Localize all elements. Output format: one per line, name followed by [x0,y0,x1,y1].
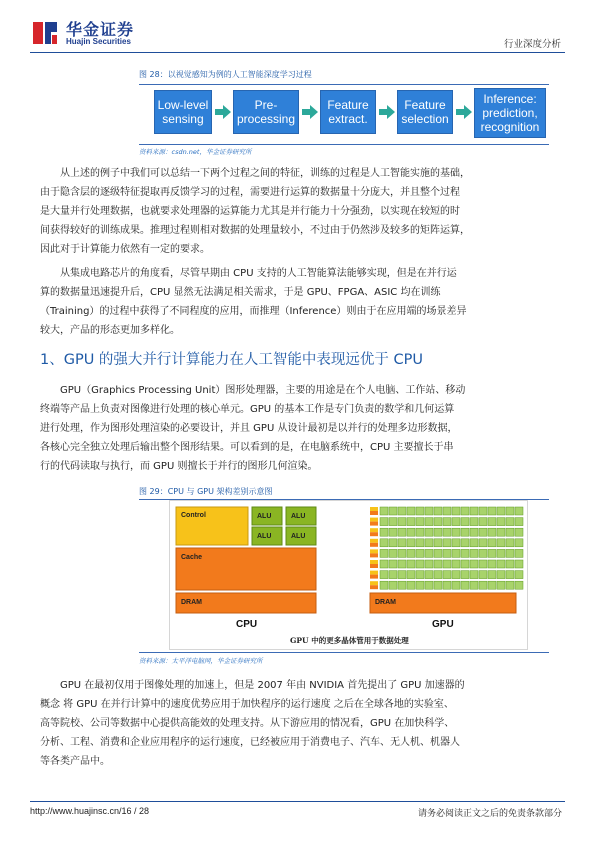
text-line: 算的数据量迅速提升后，CPU 显然无法满足相关需求，于是 GPU、FPGA、ASIC 均在训练 [40,287,441,298]
cpu-cache-label: Cache [181,554,203,561]
process-step-preprocessing [233,90,299,134]
gpu-control-strip [370,539,378,543]
step-line: extract. [328,112,368,126]
step-line: Feature [404,98,446,112]
gpu-core-cell [425,560,433,568]
gpu-core-grid [370,507,523,589]
gpu-core-cell [434,528,442,536]
step-line: Low-level [157,98,209,112]
figure-28-bottom-rule [139,144,549,145]
gpu-core-cell [425,518,433,526]
gpu-core-cell [479,518,487,526]
process-step-inference [474,88,546,138]
gpu-core-cell [434,581,442,589]
gpu-core-cell [452,528,460,536]
gpu-core-cell [515,560,523,568]
step-line: processing [236,112,296,126]
gpu-core-cell [506,539,514,547]
cpu-alu-label: ALU [291,533,306,540]
gpu-core-cell [380,560,388,568]
gpu-cache-strip [370,532,378,536]
gpu-core-cell [398,560,406,568]
cpu-alu-label: ALU [257,513,272,520]
step-line: recognition [480,120,540,134]
gpu-core-cell [398,571,406,579]
gpu-core-cell [434,549,442,557]
logo-english-name: Huajin Securities [66,37,131,46]
gpu-core-cell [461,539,469,547]
gpu-control-strip [370,581,378,585]
gpu-core-cell [506,528,514,536]
gpu-cache-strip [370,511,378,515]
gpu-core-cell [398,581,406,589]
gpu-core-cell [515,571,523,579]
figure-29-source: 资料来源：太平洋电脑网，华金证券研究所 [139,657,263,665]
gpu-core-cell [461,507,469,515]
gpu-core-cell [389,528,397,536]
gpu-core-cell [389,571,397,579]
text-line: 终端等产品上负责对图像进行处理的核心单元。GPU 的基本工作是专门负责的数学和几何运算 [40,404,455,415]
text-line: 是大量并行处理数据，也就要求处理器的运算能力尤其是并行能力十分强劲，以实现在较短的时 [40,206,460,217]
gpu-core-cell [398,518,406,526]
gpu-core-cell [506,571,514,579]
text-line: 进行处理，作为图形处理渲染的必要设计，并且 GPU 从设计最初是以并行的处理多边形数据， [40,423,458,434]
gpu-core-cell [488,560,496,568]
gpu-core-cell [407,560,415,568]
gpu-core-cell [389,507,397,515]
gpu-core-cell [434,571,442,579]
gpu-core-cell [470,571,478,579]
gpu-core-cell [470,518,478,526]
figure-29-caption: GPU 中的更多晶体管用于数据处理 [290,636,409,645]
gpu-core-cell [398,528,406,536]
gpu-cache-strip [370,543,378,547]
gpu-core-cell [425,507,433,515]
gpu-core-cell [461,518,469,526]
section-heading: 1、GPU 的强大并行计算能力在人工智能中表现远优于 CPU [40,352,424,368]
gpu-core-cell [407,528,415,536]
gpu-cache-strip [370,522,378,526]
gpu-core-cell [434,507,442,515]
gpu-core-cell [488,581,496,589]
arrow-right-icon [379,105,395,119]
gpu-cache-strip [370,553,378,557]
footer-divider [30,801,565,802]
gpu-label: GPU [432,619,454,630]
text-line: 等各类产品中。 [40,756,110,767]
gpu-core-cell [479,560,487,568]
gpu-core-cell [506,549,514,557]
header-divider [30,52,565,53]
gpu-core-cell [443,549,451,557]
gpu-core-cell [398,539,406,547]
gpu-core-cell [425,539,433,547]
gpu-core-cell [398,507,406,515]
text-line: GPU 在最初仅用于图像处理的加速上，但是 2007 年由 NVIDIA 首先提出了 GPU 加速器的 [60,680,465,691]
footer-url-page[interactable]: http://www.huajinsc.cn/16 / 28 [30,806,150,816]
gpu-core-cell [515,581,523,589]
gpu-core-cell [434,539,442,547]
gpu-core-cell [479,528,487,536]
gpu-control-strip [370,549,378,553]
text-line: 各核心完全独立处理后输出整个图形结果。可以看到的是，在电脑系统中，CPU 主要擅长于串 [40,442,454,453]
gpu-control-strip [370,528,378,532]
gpu-core-cell [407,507,415,515]
gpu-core-cell [452,507,460,515]
gpu-core-cell [515,507,523,515]
step-line: sensing [162,112,204,126]
figure-28-source: 资料来源：csdn.net，华金证券研究所 [139,148,252,156]
process-step-feature-extract [320,90,376,134]
text-line: GPU（Graphics Processing Unit）图形处理器，主要的用途是在个人电脑、工作站、移动 [60,385,466,396]
gpu-core-cell [452,518,460,526]
cpu-alu-label: ALU [291,513,306,520]
footer-disclaimer: 请务必阅读正文之后的免责条款部分 [417,809,562,819]
gpu-core-cell [389,581,397,589]
gpu-core-cell [443,518,451,526]
text-line: 从上述的例子中我们可以总结一下两个过程之间的特征，训练的过程是人工智能实施的基础， [60,168,470,179]
gpu-core-cell [380,549,388,557]
body-paragraph [40,381,565,476]
gpu-core-cell [407,571,415,579]
gpu-core-cell [425,549,433,557]
gpu-core-cell [443,571,451,579]
gpu-core-cell [461,528,469,536]
gpu-core-cell [488,539,496,547]
gpu-core-cell [497,507,505,515]
gpu-core-cell [443,539,451,547]
gpu-control-strip [370,518,378,522]
gpu-core-cell [416,549,424,557]
gpu-core-cell [497,560,505,568]
cpu-label: CPU [236,619,258,630]
gpu-core-cell [452,560,460,568]
gpu-core-cell [407,581,415,589]
gpu-core-cell [380,528,388,536]
gpu-core-cell [389,549,397,557]
gpu-core-cell [380,581,388,589]
gpu-core-cell [443,507,451,515]
gpu-core-cell [416,581,424,589]
text-line: 间获得较好的训练成果。推理过程则相对数据的处理量较小，不过由于仍然涉及较多的矩阵运算， [40,225,470,236]
gpu-core-cell [479,539,487,547]
gpu-core-cell [380,507,388,515]
cpu-alu-label: ALU [257,533,272,540]
gpu-core-cell [416,539,424,547]
process-step-feature-selection [397,90,453,134]
gpu-control-strip [370,571,378,575]
text-line: 由于隐含层的逐级特征提取再反馈学习的过程，需要进行运算的数据量十分庞大，并且整个过程 [40,187,460,198]
logo-chinese-name: 华金证券 [66,20,135,39]
gpu-core-cell [488,549,496,557]
gpu-core-cell [425,581,433,589]
gpu-core-cell [479,571,487,579]
gpu-core-cell [434,518,442,526]
huajin-logo-icon [30,18,60,48]
arrow-right-icon [215,105,231,119]
text-line: （Training）的过程中获得了不同程度的应用，而推理（Inference）则由于在应用端的场景差异 [40,306,467,317]
figure-29-bottom-rule [139,652,549,653]
figure-28-title: 图 28：以视觉感知为例的人工智能深度学习过程 [139,70,312,79]
gpu-core-cell [380,539,388,547]
gpu-core-cell [380,518,388,526]
gpu-core-cell [506,518,514,526]
step-line: Feature [327,98,369,112]
gpu-core-cell [506,581,514,589]
gpu-core-cell [443,560,451,568]
gpu-core-cell [425,571,433,579]
gpu-core-cell [470,507,478,515]
report-type-label: 行业深度分析 [503,39,561,50]
body-paragraph [40,676,565,771]
text-line: 高等院校、公司等数据中心提供高能效的处理支持。从下游应用的情况看，GPU 在加快科学、 [40,718,455,729]
arrow-right-icon [302,105,318,119]
gpu-core-cell [506,560,514,568]
gpu-core-cell [497,518,505,526]
gpu-cache-strip [370,575,378,579]
gpu-core-cell [452,581,460,589]
gpu-core-cell [380,571,388,579]
gpu-core-cell [407,549,415,557]
body-paragraph [40,264,565,340]
figure-28-top-rule [139,84,549,85]
gpu-core-cell [461,581,469,589]
gpu-core-cell [497,571,505,579]
gpu-core-cell [461,560,469,568]
gpu-core-cell [470,560,478,568]
figure-29-title: 图 29：CPU 与 GPU 架构差别示意图 [139,487,273,496]
gpu-core-cell [398,549,406,557]
gpu-core-cell [389,539,397,547]
gpu-core-cell [443,528,451,536]
gpu-core-cell [479,507,487,515]
text-line: 从集成电路芯片的角度看，尽管早期由 CPU 支持的人工智能算法能够实现，但是在并行运 [60,268,457,279]
gpu-control-strip [370,560,378,564]
gpu-core-cell [470,528,478,536]
gpu-cache-strip [370,585,378,589]
body-paragraph [40,164,565,259]
gpu-core-cell [407,539,415,547]
text-line: 较大，产品的形态更加多样化。 [40,325,180,336]
gpu-core-cell [452,539,460,547]
text-line: 概念 将 GPU 在并行计算中的速度优势应用于加快程序的运行速度 之后在全球各地的实验室、 [40,699,454,710]
gpu-dram-label: DRAM [375,599,396,606]
gpu-cache-strip [370,564,378,568]
text-line: 行的代码读取与执行，而 GPU 则擅长于并行的图形几何渲染。 [40,461,318,472]
gpu-core-cell [470,549,478,557]
process-step-low-level-sensing [154,90,212,134]
figure-29-cpu-gpu-architecture [169,500,528,650]
gpu-core-cell [488,507,496,515]
gpu-core-cell [452,549,460,557]
gpu-core-cell [488,528,496,536]
gpu-core-cell [515,549,523,557]
gpu-core-cell [506,507,514,515]
gpu-core-cell [488,571,496,579]
gpu-core-cell [443,581,451,589]
text-line: 因此对于计算能力依然有一定的要求。 [40,244,210,255]
gpu-core-cell [515,528,523,536]
gpu-core-cell [479,549,487,557]
gpu-core-cell [434,560,442,568]
gpu-core-cell [488,518,496,526]
gpu-core-cell [416,560,424,568]
step-line: prediction, [482,106,538,120]
gpu-core-cell [416,571,424,579]
cpu-control-label: Control [181,512,206,519]
gpu-core-cell [416,528,424,536]
gpu-core-cell [479,581,487,589]
gpu-core-cell [452,571,460,579]
gpu-core-cell [407,518,415,526]
gpu-core-cell [425,528,433,536]
gpu-core-cell [461,571,469,579]
arrow-right-icon [456,105,472,119]
gpu-core-cell [416,518,424,526]
step-line: selection [401,112,449,126]
gpu-core-cell [470,581,478,589]
gpu-core-cell [515,518,523,526]
gpu-core-cell [416,507,424,515]
text-line: 分析、工程、消费和企业应用程序的运行速度，已经被应用于消费电子、汽车、无人机、机器人 [40,737,460,748]
gpu-core-cell [497,581,505,589]
gpu-core-cell [470,539,478,547]
cpu-gpu-architecture-diagram [170,501,527,649]
gpu-core-cell [497,549,505,557]
cpu-dram-label: DRAM [181,599,202,606]
gpu-core-cell [515,539,523,547]
page-header [30,16,565,52]
gpu-core-cell [497,528,505,536]
gpu-control-strip [370,507,378,511]
gpu-core-cell [497,539,505,547]
gpu-core-cell [461,549,469,557]
step-line: Pre- [254,98,278,112]
figure-28-process-diagram [139,86,549,142]
gpu-core-cell [389,560,397,568]
step-line: Inference: [483,92,537,106]
gpu-core-cell [389,518,397,526]
